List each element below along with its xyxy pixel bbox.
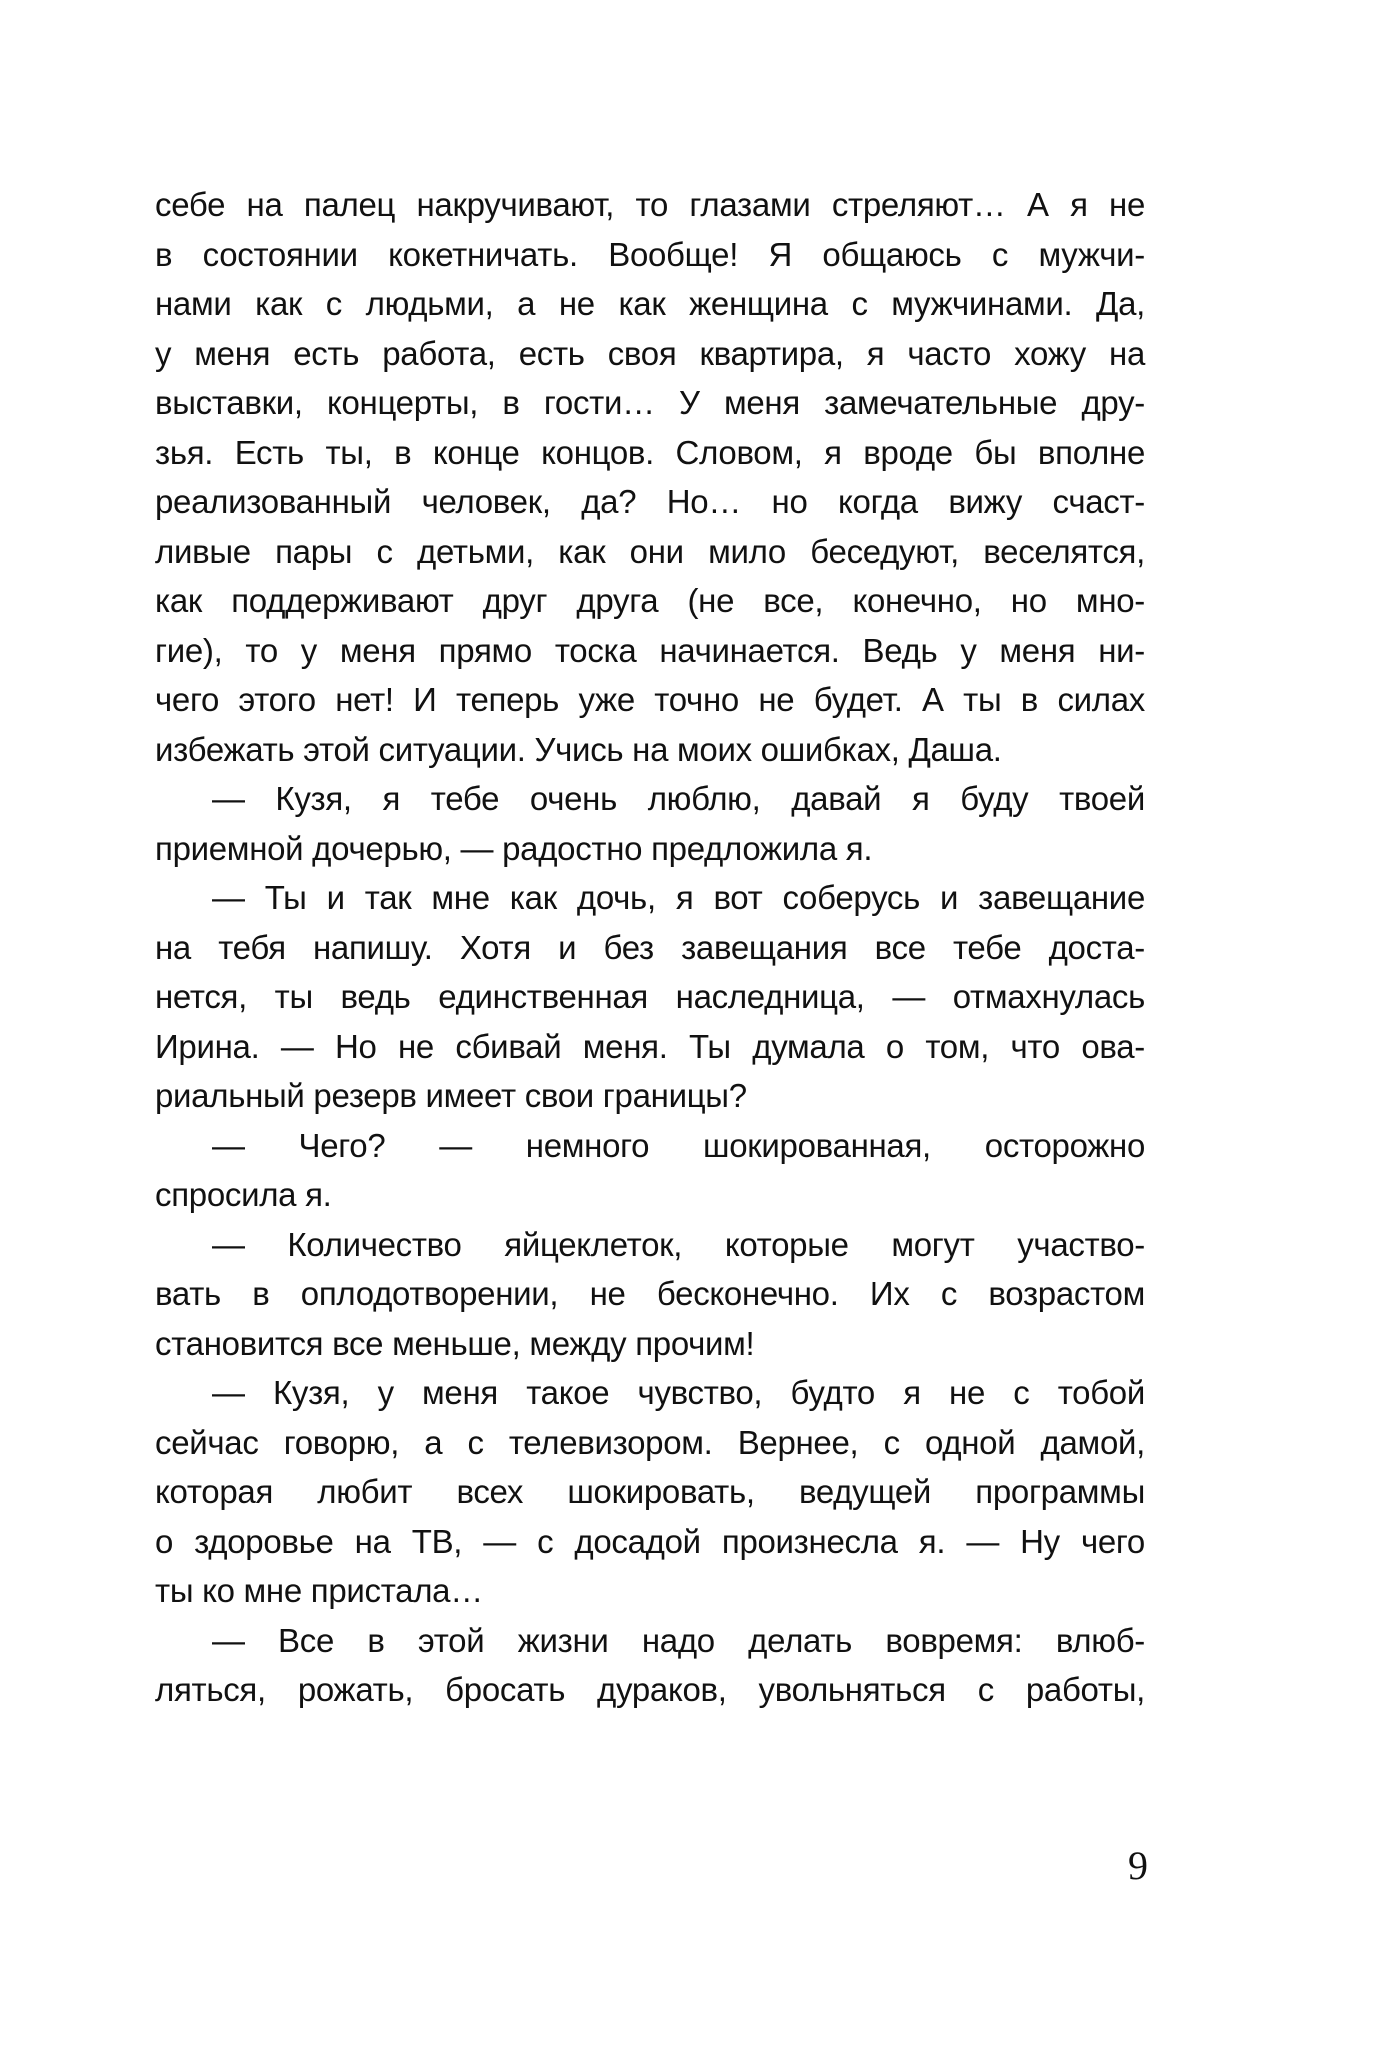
paragraph-first-line: — Чего? — немного шокированная, осторожно [212,1126,1145,1164]
text-line: выставки, концерты, в гости… У меня замечательные дру- [155,384,1145,421]
text-line: гие), то у меня прямо тоска начинается. Ведь у меня ни- [155,631,1145,669]
text-line: у меня есть работа, есть своя квартира, я часто хожу на [155,334,1145,372]
text-line: становится все меньше, между прочим! [155,1324,755,1362]
text-line: спросила я. [155,1176,332,1213]
text-line: как поддерживают друг друга (не все, конечно, но мно- [155,582,1145,619]
text-line: чего этого нет! И теперь уже точно не будет. А ты в силах [155,681,1145,718]
text-line: приемной дочерью, — радостно предложила я. [155,829,873,867]
text-line: себе на палец накручивают, то глазами стреляют… А я не [155,186,1145,223]
text-line: реализованный человек, да? Но… но когда вижу счаст- [155,483,1145,520]
body-text [155,180,1145,1715]
text-line: в состоянии кокетничать. Вообще! Я общаюсь с мужчи- [155,235,1145,273]
text-line: избежать этой ситуации. Учись на моих ошибках, Даша. [155,730,1002,768]
text-line: сейчас говорю, а с телевизором. Вернее, с одной дамой, [155,1423,1145,1461]
text-line: ляться, рожать, бросать дураков, увольняться с работы, [155,1671,1145,1708]
text-line: которая любит всех шокировать, ведущей программы [155,1473,1145,1510]
text-line: риальный резерв имеет свои границы? [155,1077,747,1114]
text-line: на тебя напишу. Хотя и без завещания все тебе доста- [155,928,1145,966]
text-line: зья. Есть ты, в конце концов. Словом, я вроде бы вполне [155,433,1145,471]
text-line: ливые пары с детьми, как они мило беседуют, веселятся, [155,532,1145,570]
text-line: вать в оплодотворении, не бесконечно. Их с возрастом [155,1275,1145,1312]
paragraph-first-line: — Кузя, у меня такое чувство, будто я не с тобой [212,1374,1145,1411]
paragraph-first-line: — Ты и так мне как дочь, я вот соберусь и завещание [212,879,1145,916]
paragraph-first-line: — Все в этой жизни надо делать вовремя: влюб- [212,1621,1145,1659]
page-number: 9 [1128,1843,1148,1888]
paragraph-first-line: — Кузя, я тебе очень люблю, давай я буду твоей [212,780,1145,817]
text-line: ты ко мне пристала… [155,1572,483,1609]
text-line: нами как с людьми, а не как женщина с мужчинами. Да, [155,285,1145,322]
text-line: о здоровье на ТВ, — с досадой произнесла я. — Ну чего [155,1522,1145,1560]
paragraph-first-line: — Количество яйцеклеток, которые могут участво- [212,1225,1145,1263]
text-line: Ирина. — Но не сбивай меня. Ты думала о том, что ова- [155,1027,1145,1065]
text-line: нется, ты ведь единственная наследница, — отмахнулась [155,978,1145,1015]
